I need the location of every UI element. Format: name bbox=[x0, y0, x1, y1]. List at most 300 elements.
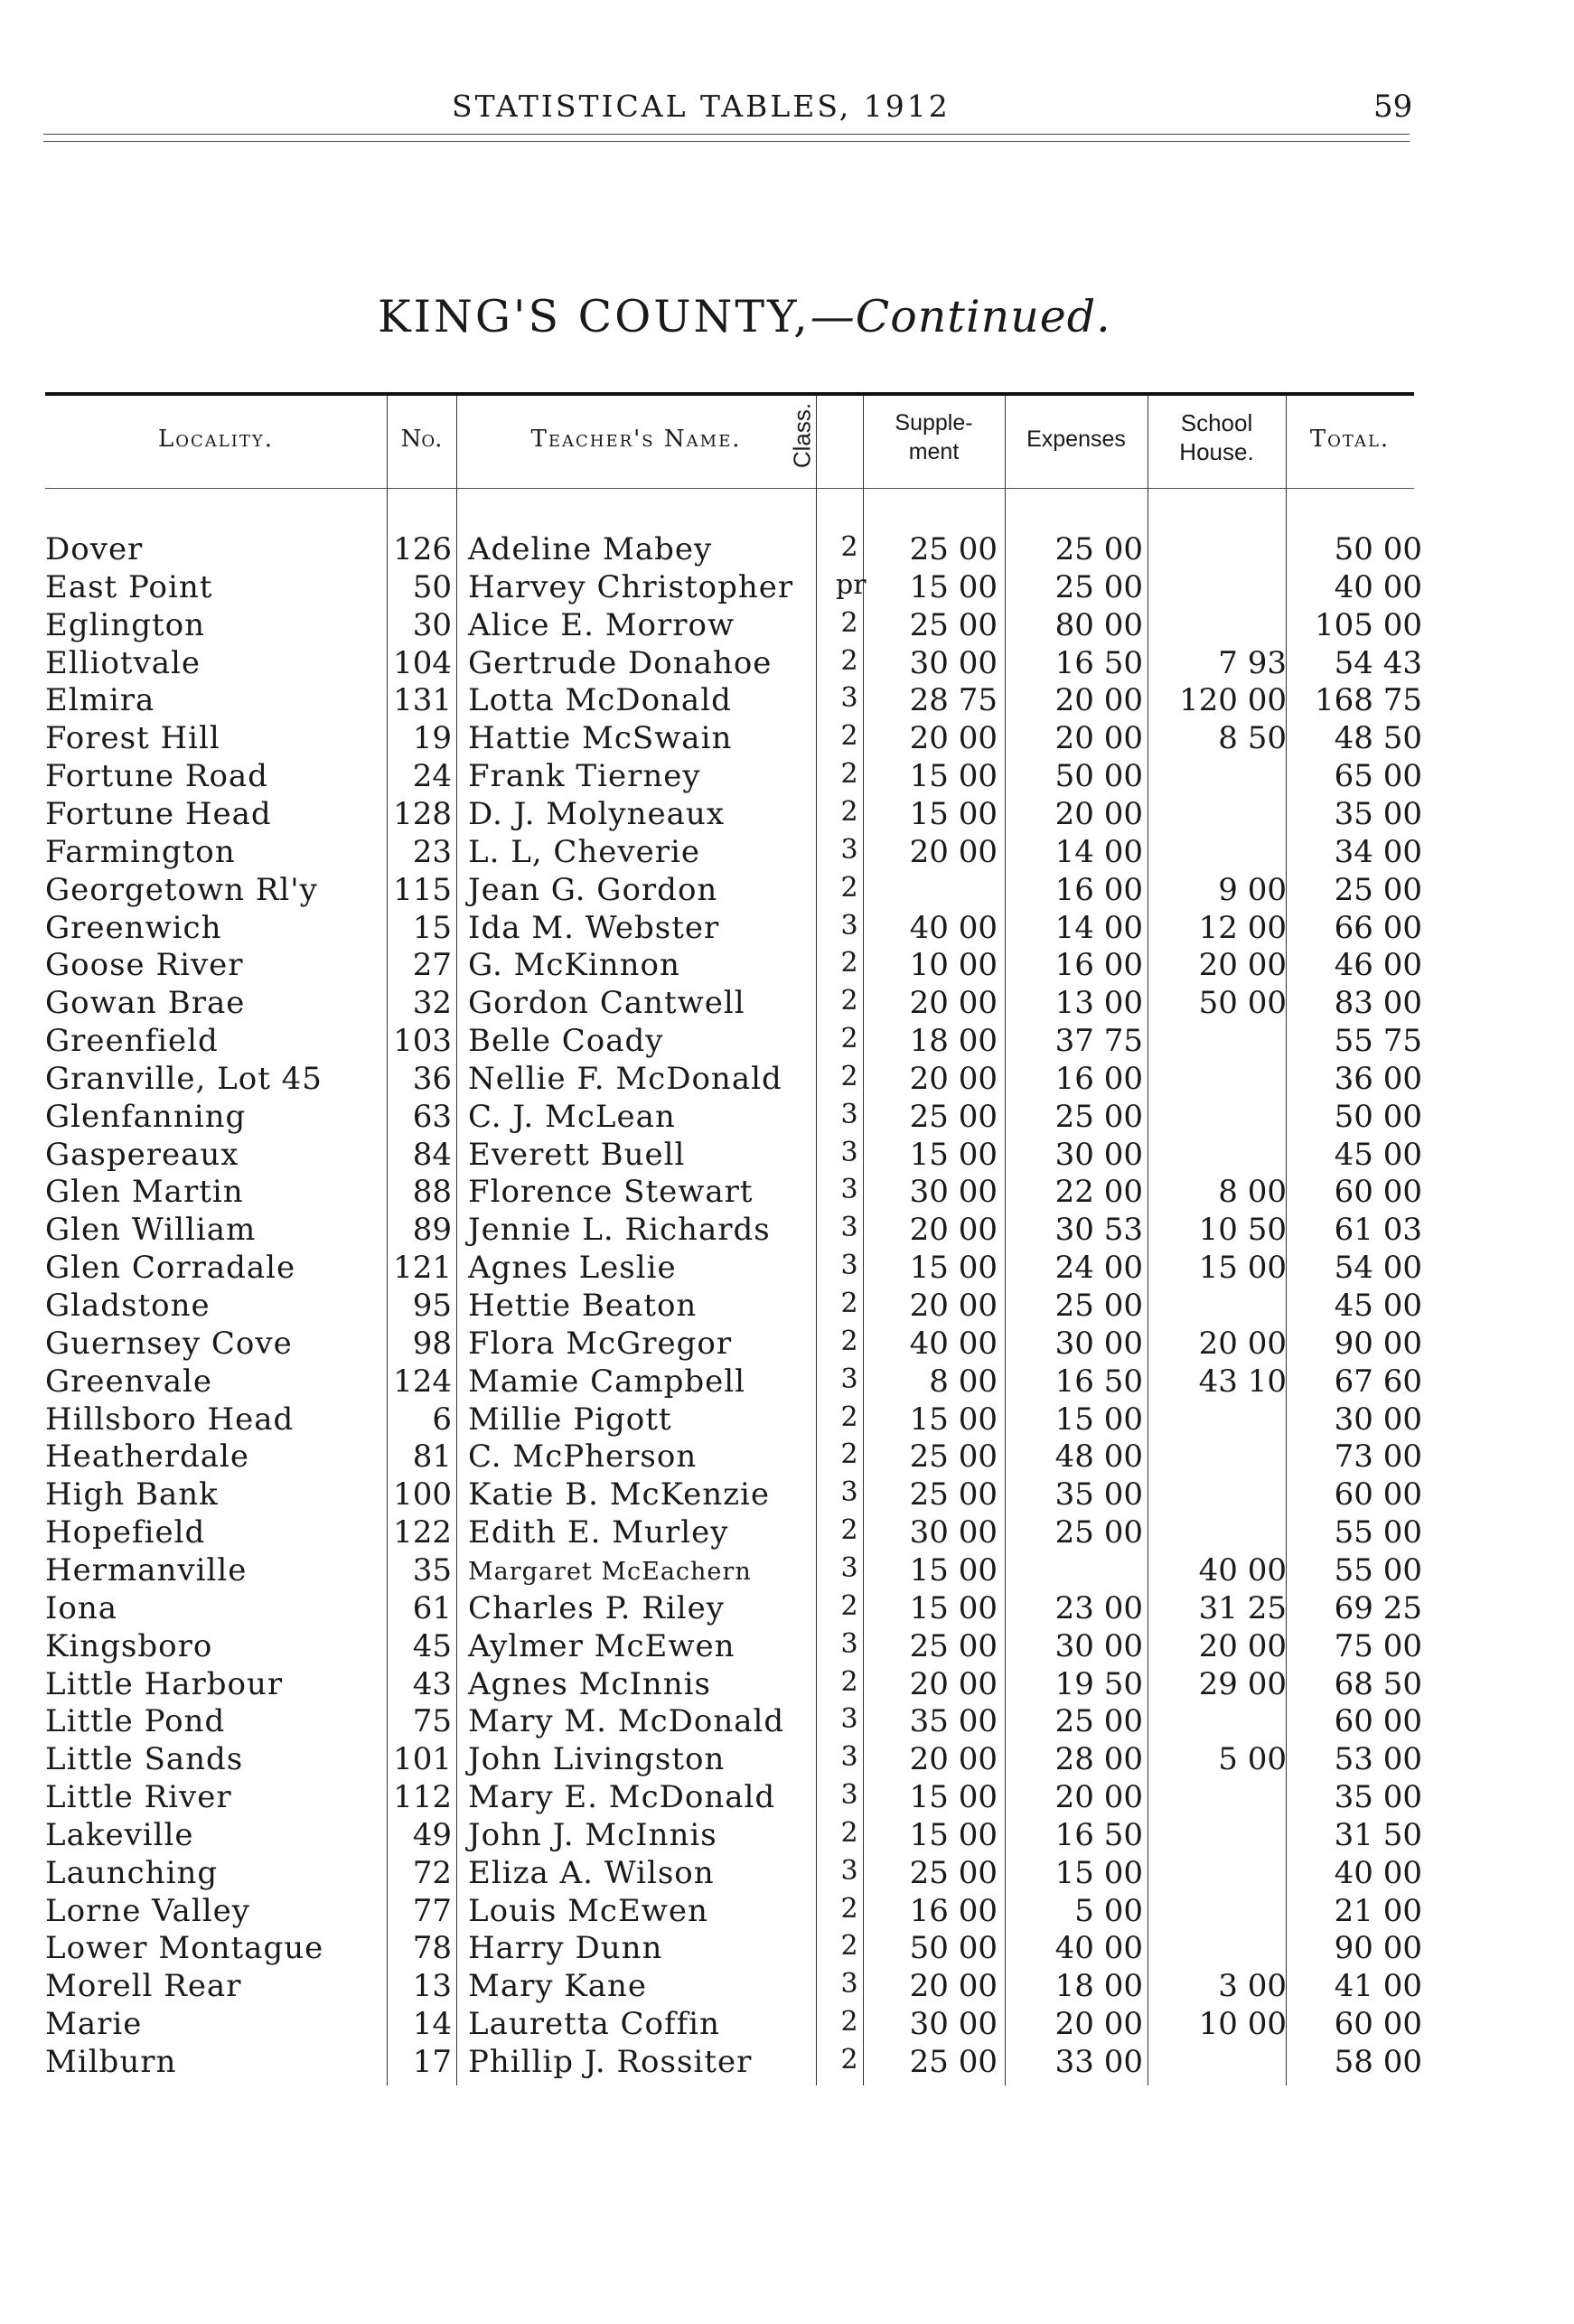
school-house-cell: 15 00 bbox=[1198, 1250, 1287, 1286]
number-cell: 122 bbox=[393, 1514, 452, 1551]
school-house-cell: 40 00 bbox=[1198, 1552, 1287, 1588]
teacher-name-cell: Eliza A. Wilson bbox=[468, 1855, 715, 1891]
locality-cell: Lorne Valley bbox=[45, 1893, 250, 1929]
table-row bbox=[0, 1250, 1574, 1288]
locality-cell: Gladstone bbox=[45, 1288, 211, 1324]
supplement-cell: 25 00 bbox=[909, 2044, 998, 2080]
class-cell: 2 bbox=[840, 1930, 858, 1962]
teacher-name-cell: Mary E. McDonald bbox=[468, 1779, 776, 1815]
teacher-name-cell: Harvey Christopher bbox=[468, 569, 794, 605]
locality-cell: Greenfield bbox=[45, 1023, 219, 1059]
expenses-cell: 13 00 bbox=[1054, 985, 1143, 1021]
table-row bbox=[0, 1288, 1574, 1326]
number-cell: 104 bbox=[393, 645, 452, 681]
school-house-cell: 20 00 bbox=[1198, 1326, 1287, 1362]
locality-cell: Hermanville bbox=[45, 1552, 248, 1588]
number-cell: 72 bbox=[412, 1855, 452, 1891]
number-cell: 115 bbox=[393, 872, 452, 908]
supplement-cell: 20 00 bbox=[909, 1212, 998, 1248]
supplement-cell: 35 00 bbox=[909, 1703, 998, 1739]
locality-cell: Greenwich bbox=[45, 910, 222, 946]
number-cell: 131 bbox=[393, 682, 452, 718]
supplement-cell: 20 00 bbox=[909, 1288, 998, 1324]
class-cell: 2 bbox=[840, 1401, 858, 1433]
number-cell: 112 bbox=[393, 1779, 452, 1815]
total-cell: 48 50 bbox=[1334, 720, 1422, 756]
supplement-cell: 15 00 bbox=[909, 1552, 998, 1588]
table-row bbox=[0, 1099, 1574, 1137]
supplement-cell: 50 00 bbox=[909, 1930, 998, 1966]
expenses-cell: 23 00 bbox=[1054, 1590, 1143, 1626]
teacher-name-cell: Louis McEwen bbox=[468, 1893, 708, 1929]
table-row bbox=[0, 872, 1574, 910]
locality-cell: Lower Montague bbox=[45, 1930, 324, 1966]
teacher-name-cell: Jean G. Gordon bbox=[468, 872, 718, 908]
teacher-name-cell: Gordon Cantwell bbox=[468, 985, 745, 1021]
teacher-name-cell: Hattie McSwain bbox=[468, 720, 733, 756]
supplement-cell: 20 00 bbox=[909, 720, 998, 756]
header-rule-top bbox=[43, 134, 1410, 135]
number-cell: 30 bbox=[412, 607, 452, 643]
supplement-cell: 30 00 bbox=[909, 645, 998, 681]
table-row bbox=[0, 1326, 1574, 1363]
number-cell: 98 bbox=[412, 1326, 452, 1362]
expenses-cell: 25 00 bbox=[1054, 1514, 1143, 1551]
teacher-name-cell: Charles P. Riley bbox=[468, 1590, 725, 1626]
class-cell: 3 bbox=[840, 1741, 858, 1773]
supplement-cell: 30 00 bbox=[909, 1174, 998, 1210]
total-cell: 73 00 bbox=[1334, 1438, 1422, 1475]
number-cell: 81 bbox=[412, 1438, 452, 1475]
table-row bbox=[0, 834, 1574, 872]
locality-cell: Eglington bbox=[45, 607, 206, 643]
supplement-cell: 15 00 bbox=[909, 1779, 998, 1815]
teacher-name-cell: Millie Pigott bbox=[468, 1401, 672, 1438]
expenses-cell: 20 00 bbox=[1054, 2006, 1143, 2042]
locality-cell: East Point bbox=[45, 569, 213, 605]
table-row bbox=[0, 1628, 1574, 1666]
expenses-cell: 35 00 bbox=[1054, 1476, 1143, 1513]
total-cell: 55 00 bbox=[1334, 1552, 1422, 1588]
table-header-rule bbox=[45, 488, 1414, 489]
class-cell: 3 bbox=[840, 1212, 858, 1243]
total-cell: 67 60 bbox=[1334, 1363, 1422, 1400]
expenses-cell: 14 00 bbox=[1054, 834, 1143, 870]
total-cell: 55 00 bbox=[1334, 1514, 1422, 1551]
table-row bbox=[0, 569, 1574, 607]
school-house-cell: 10 00 bbox=[1198, 2006, 1287, 2042]
teacher-name-cell: Katie B. McKenzie bbox=[468, 1476, 771, 1513]
class-cell: 3 bbox=[840, 1703, 858, 1735]
number-cell: 23 bbox=[412, 834, 452, 870]
locality-cell: Little Sands bbox=[45, 1741, 244, 1777]
column-header-supplement bbox=[863, 408, 1005, 466]
number-cell: 77 bbox=[412, 1893, 452, 1929]
expenses-cell: 37 75 bbox=[1054, 1023, 1143, 1059]
class-cell: 2 bbox=[840, 796, 858, 828]
number-cell: 6 bbox=[432, 1401, 452, 1438]
expenses-cell: 33 00 bbox=[1054, 2044, 1143, 2080]
school-house-cell: 50 00 bbox=[1198, 985, 1287, 1021]
locality-cell: Guernsey Cove bbox=[45, 1326, 293, 1362]
expenses-cell: 16 50 bbox=[1054, 1363, 1143, 1400]
class-cell: 2 bbox=[840, 1326, 858, 1357]
school-house-cell: 8 50 bbox=[1218, 720, 1287, 756]
teacher-name-cell: Mary Kane bbox=[468, 1968, 648, 2004]
total-cell: 34 00 bbox=[1334, 834, 1422, 870]
expenses-cell: 16 00 bbox=[1054, 1061, 1143, 1097]
number-cell: 124 bbox=[393, 1363, 452, 1400]
expenses-cell: 16 50 bbox=[1054, 1817, 1143, 1853]
supplement-cell: 20 00 bbox=[909, 985, 998, 1021]
table-row bbox=[0, 1023, 1574, 1061]
total-cell: 35 00 bbox=[1334, 1779, 1422, 1815]
total-cell: 105 00 bbox=[1315, 607, 1422, 643]
class-cell: 2 bbox=[840, 758, 858, 790]
school-house-cell: 20 00 bbox=[1198, 1628, 1287, 1664]
table-row bbox=[0, 1968, 1574, 2006]
expenses-cell: 15 00 bbox=[1054, 1855, 1143, 1891]
class-cell: 3 bbox=[840, 1628, 858, 1660]
table-top-rule bbox=[45, 392, 1414, 396]
supplement-cell: 15 00 bbox=[909, 758, 998, 794]
class-cell: 2 bbox=[840, 1023, 858, 1054]
school-house-line2: House. bbox=[1179, 438, 1254, 465]
locality-cell: Morell Rear bbox=[45, 1968, 242, 2004]
table-row bbox=[0, 1438, 1574, 1476]
class-cell: 2 bbox=[840, 872, 858, 904]
total-cell: 21 00 bbox=[1334, 1893, 1422, 1929]
supplement-cell: 20 00 bbox=[909, 1968, 998, 2004]
supplement-cell: 10 00 bbox=[909, 947, 998, 983]
locality-cell: Granville, Lot 45 bbox=[45, 1061, 323, 1097]
table-row bbox=[0, 1703, 1574, 1741]
total-cell: 36 00 bbox=[1334, 1061, 1422, 1097]
total-cell: 53 00 bbox=[1334, 1741, 1422, 1777]
locality-cell: Hopefield bbox=[45, 1514, 206, 1551]
class-cell: 3 bbox=[840, 834, 858, 866]
school-house-line1: School bbox=[1180, 409, 1253, 436]
total-cell: 61 03 bbox=[1334, 1212, 1422, 1248]
teacher-name-cell: D. J. Molyneaux bbox=[468, 796, 725, 832]
table-row bbox=[0, 1741, 1574, 1779]
number-cell: 84 bbox=[412, 1137, 452, 1173]
class-cell: 2 bbox=[840, 1893, 858, 1925]
class-cell: 3 bbox=[840, 1552, 858, 1584]
page-number: 59 bbox=[1373, 89, 1413, 125]
supplement-cell: 25 00 bbox=[909, 1476, 998, 1513]
teacher-name-cell: Harry Dunn bbox=[468, 1930, 663, 1966]
number-cell: 50 bbox=[412, 569, 452, 605]
locality-cell: High Bank bbox=[45, 1476, 219, 1513]
expenses-cell: 18 00 bbox=[1054, 1968, 1143, 2004]
total-cell: 75 00 bbox=[1334, 1628, 1422, 1664]
teacher-name-cell: Frank Tierney bbox=[468, 758, 701, 794]
total-cell: 58 00 bbox=[1334, 2044, 1422, 2080]
school-house-cell: 8 00 bbox=[1218, 1174, 1287, 1210]
expenses-cell: 20 00 bbox=[1054, 1779, 1143, 1815]
number-cell: 63 bbox=[412, 1099, 452, 1135]
expenses-cell: 16 50 bbox=[1054, 645, 1143, 681]
column-header-expenses: Expenses bbox=[1026, 426, 1126, 452]
locality-cell: Georgetown Rl'y bbox=[45, 872, 318, 908]
class-cell: 2 bbox=[840, 985, 858, 1017]
expenses-cell: 28 00 bbox=[1054, 1741, 1143, 1777]
supplement-cell: 15 00 bbox=[909, 1817, 998, 1853]
locality-cell: Glen Corradale bbox=[45, 1250, 296, 1286]
class-cell: 3 bbox=[840, 1137, 858, 1168]
class-cell: 2 bbox=[840, 720, 858, 752]
total-cell: 50 00 bbox=[1334, 1099, 1422, 1135]
locality-cell: Farmington bbox=[45, 834, 236, 870]
locality-cell: Lakeville bbox=[45, 1817, 194, 1853]
school-house-cell: 43 10 bbox=[1198, 1363, 1287, 1400]
table-row bbox=[0, 531, 1574, 569]
locality-cell: Forest Hill bbox=[45, 720, 220, 756]
title-continued: —Continued. bbox=[810, 291, 1111, 342]
teacher-name-cell: Florence Stewart bbox=[468, 1174, 754, 1210]
class-cell: 3 bbox=[840, 1099, 858, 1130]
number-cell: 61 bbox=[412, 1590, 452, 1626]
class-cell: 3 bbox=[840, 1363, 858, 1395]
school-house-cell: 29 00 bbox=[1198, 1666, 1287, 1702]
total-cell: 83 00 bbox=[1334, 985, 1422, 1021]
table-row bbox=[0, 947, 1574, 985]
number-cell: 13 bbox=[412, 1968, 452, 2004]
class-cell: 2 bbox=[840, 1514, 858, 1546]
column-header-total: Total. bbox=[1309, 426, 1391, 453]
teacher-name-cell: G. McKinnon bbox=[468, 947, 680, 983]
total-cell: 46 00 bbox=[1334, 947, 1422, 983]
teacher-name-cell: Hettie Beaton bbox=[468, 1288, 698, 1324]
supplement-cell: 25 00 bbox=[909, 1628, 998, 1664]
table-row bbox=[0, 682, 1574, 720]
number-cell: 95 bbox=[412, 1288, 452, 1324]
expenses-cell: 20 00 bbox=[1054, 796, 1143, 832]
supplement-cell: 25 00 bbox=[909, 1438, 998, 1475]
expenses-cell: 25 00 bbox=[1054, 569, 1143, 605]
table-row bbox=[0, 1401, 1574, 1439]
expenses-cell: 22 00 bbox=[1054, 1174, 1143, 1210]
locality-cell: Goose River bbox=[45, 947, 244, 983]
number-cell: 19 bbox=[412, 720, 452, 756]
school-house-cell: 31 25 bbox=[1198, 1590, 1287, 1626]
supplement-cell: 15 00 bbox=[909, 1401, 998, 1438]
teacher-name-cell: Agnes McInnis bbox=[468, 1666, 711, 1702]
class-cell: 2 bbox=[840, 531, 858, 563]
supplement-cell: 25 00 bbox=[909, 1855, 998, 1891]
supplement-cell: 15 00 bbox=[909, 1250, 998, 1286]
number-cell: 78 bbox=[412, 1930, 452, 1966]
school-house-cell: 10 50 bbox=[1198, 1212, 1287, 1248]
number-cell: 15 bbox=[412, 910, 452, 946]
total-cell: 60 00 bbox=[1334, 1174, 1422, 1210]
class-cell: 2 bbox=[840, 1590, 858, 1622]
class-cell: 2 bbox=[840, 607, 858, 639]
class-cell: 2 bbox=[840, 1288, 858, 1319]
total-cell: 31 50 bbox=[1334, 1817, 1422, 1853]
locality-cell: Little River bbox=[45, 1779, 232, 1815]
teacher-name-cell: Edith E. Murley bbox=[468, 1514, 729, 1551]
class-cell: 3 bbox=[840, 1250, 858, 1281]
teacher-name-cell: Flora McGregor bbox=[468, 1326, 733, 1362]
class-cell: 3 bbox=[840, 1968, 858, 2000]
table-row bbox=[0, 720, 1574, 758]
total-cell: 45 00 bbox=[1334, 1137, 1422, 1173]
locality-cell: Dover bbox=[45, 531, 144, 567]
school-house-cell: 5 00 bbox=[1218, 1741, 1287, 1777]
supplement-cell: 15 00 bbox=[909, 1590, 998, 1626]
table-row bbox=[0, 1514, 1574, 1552]
total-cell: 90 00 bbox=[1334, 1326, 1422, 1362]
teacher-name-cell: John Livingston bbox=[468, 1741, 726, 1777]
class-cell: 3 bbox=[840, 1476, 858, 1508]
column-header-teacher: Teacher's Name. bbox=[530, 426, 742, 453]
locality-cell: Little Pond bbox=[45, 1703, 226, 1739]
total-cell: 35 00 bbox=[1334, 796, 1422, 832]
school-house-cell: 20 00 bbox=[1198, 947, 1287, 983]
expenses-cell: 48 00 bbox=[1054, 1438, 1143, 1475]
total-cell: 50 00 bbox=[1334, 531, 1422, 567]
school-house-cell: 7 93 bbox=[1218, 645, 1287, 681]
class-cell: 2 bbox=[840, 1817, 858, 1849]
expenses-cell: 15 00 bbox=[1054, 1401, 1143, 1438]
number-cell: 128 bbox=[393, 796, 452, 832]
expenses-cell: 40 00 bbox=[1054, 1930, 1143, 1966]
table-row bbox=[0, 645, 1574, 683]
expenses-cell: 16 00 bbox=[1054, 947, 1143, 983]
teacher-name-cell: Jennie L. Richards bbox=[468, 1212, 771, 1248]
total-cell: 40 00 bbox=[1334, 569, 1422, 605]
teacher-name-cell: Lauretta Coffin bbox=[468, 2006, 720, 2042]
supplement-cell: 25 00 bbox=[909, 531, 998, 567]
locality-cell: Little Harbour bbox=[45, 1666, 284, 1702]
class-cell: 2 bbox=[840, 1666, 858, 1698]
supplement-line1: Supple- bbox=[895, 410, 973, 436]
class-cell: 3 bbox=[840, 682, 858, 714]
supplement-cell: 15 00 bbox=[909, 1137, 998, 1173]
total-cell: 60 00 bbox=[1334, 1703, 1422, 1739]
expenses-cell: 25 00 bbox=[1054, 1099, 1143, 1135]
teacher-name-cell: C. J. McLean bbox=[468, 1099, 676, 1135]
supplement-cell: 20 00 bbox=[909, 834, 998, 870]
total-cell: 168 75 bbox=[1315, 682, 1422, 718]
running-title: STATISTICAL TABLES, 1912 bbox=[452, 89, 951, 124]
teacher-name-cell: Mary M. McDonald bbox=[468, 1703, 785, 1739]
number-cell: 103 bbox=[393, 1023, 452, 1059]
supplement-cell: 40 00 bbox=[909, 910, 998, 946]
number-cell: 17 bbox=[412, 2044, 452, 2080]
class-cell: pr bbox=[836, 569, 867, 601]
number-cell: 35 bbox=[412, 1552, 452, 1588]
total-cell: 45 00 bbox=[1334, 1288, 1422, 1324]
class-cell: 2 bbox=[840, 645, 858, 677]
number-cell: 89 bbox=[412, 1212, 452, 1248]
locality-cell: Elliotvale bbox=[45, 645, 201, 681]
class-cell: 2 bbox=[840, 2006, 858, 2038]
supplement-cell: 15 00 bbox=[909, 569, 998, 605]
table-row bbox=[0, 1893, 1574, 1931]
number-cell: 88 bbox=[412, 1174, 452, 1210]
school-house-cell: 3 00 bbox=[1218, 1968, 1287, 2004]
locality-cell: Glen Martin bbox=[45, 1174, 244, 1210]
locality-cell: Marie bbox=[45, 2006, 143, 2042]
table-row bbox=[0, 2044, 1574, 2082]
table-row bbox=[0, 607, 1574, 645]
number-cell: 49 bbox=[412, 1817, 452, 1853]
table-row bbox=[0, 985, 1574, 1023]
locality-cell: Glenfanning bbox=[45, 1099, 247, 1135]
teacher-name-cell: Margaret McEachern bbox=[468, 1558, 752, 1586]
locality-cell: Hillsboro Head bbox=[45, 1401, 295, 1438]
teacher-name-cell: Mamie Campbell bbox=[468, 1363, 746, 1400]
expenses-cell: 25 00 bbox=[1054, 531, 1143, 567]
locality-cell: Greenvale bbox=[45, 1363, 213, 1400]
teacher-name-cell: C. McPherson bbox=[468, 1438, 698, 1475]
number-cell: 126 bbox=[393, 531, 452, 567]
total-cell: 69 25 bbox=[1334, 1590, 1422, 1626]
table-row bbox=[0, 1212, 1574, 1250]
table-row bbox=[0, 2006, 1574, 2044]
teacher-name-cell: Phillip J. Rossiter bbox=[468, 2044, 753, 2080]
total-cell: 41 00 bbox=[1334, 1968, 1422, 2004]
column-header-locality: Locality. bbox=[157, 426, 274, 453]
total-cell: 60 00 bbox=[1334, 2006, 1422, 2042]
teacher-name-cell: L. L, Cheverie bbox=[468, 834, 700, 870]
table-row bbox=[0, 1174, 1574, 1212]
supplement-cell: 20 00 bbox=[909, 1061, 998, 1097]
number-cell: 101 bbox=[393, 1741, 452, 1777]
expenses-cell: 14 00 bbox=[1054, 910, 1143, 946]
teacher-name-cell: Nellie F. McDonald bbox=[468, 1061, 782, 1097]
number-cell: 121 bbox=[393, 1250, 452, 1286]
teacher-name-cell: Belle Coady bbox=[468, 1023, 664, 1059]
table-row bbox=[0, 1363, 1574, 1401]
total-cell: 40 00 bbox=[1334, 1855, 1422, 1891]
number-cell: 100 bbox=[393, 1476, 452, 1513]
number-cell: 14 bbox=[412, 2006, 452, 2042]
expenses-cell: 30 53 bbox=[1054, 1212, 1143, 1248]
total-cell: 25 00 bbox=[1334, 872, 1422, 908]
teacher-name-cell: Gertrude Donahoe bbox=[468, 645, 773, 681]
number-cell: 75 bbox=[412, 1703, 452, 1739]
supplement-cell: 16 00 bbox=[909, 1893, 998, 1929]
number-cell: 45 bbox=[412, 1628, 452, 1664]
expenses-cell: 30 00 bbox=[1054, 1628, 1143, 1664]
expenses-cell: 16 00 bbox=[1054, 872, 1143, 908]
table-row bbox=[0, 1779, 1574, 1817]
table-row bbox=[0, 1817, 1574, 1855]
expenses-cell: 5 00 bbox=[1074, 1893, 1143, 1929]
total-cell: 66 00 bbox=[1334, 910, 1422, 946]
table-row bbox=[0, 796, 1574, 834]
supplement-line2: ment bbox=[908, 439, 960, 464]
table-row bbox=[0, 1930, 1574, 1968]
supplement-cell: 18 00 bbox=[909, 1023, 998, 1059]
number-cell: 32 bbox=[412, 985, 452, 1021]
supplement-cell: 25 00 bbox=[909, 1099, 998, 1135]
teacher-name-cell: Ida M. Webster bbox=[468, 910, 720, 946]
table-row bbox=[0, 1666, 1574, 1704]
class-cell: 3 bbox=[840, 1779, 858, 1811]
expenses-cell: 80 00 bbox=[1054, 607, 1143, 643]
class-cell: 3 bbox=[840, 910, 858, 942]
table-row bbox=[0, 758, 1574, 796]
number-cell: 27 bbox=[412, 947, 452, 983]
expenses-cell: 20 00 bbox=[1054, 720, 1143, 756]
page-title bbox=[378, 291, 1111, 342]
total-cell: 90 00 bbox=[1334, 1930, 1422, 1966]
